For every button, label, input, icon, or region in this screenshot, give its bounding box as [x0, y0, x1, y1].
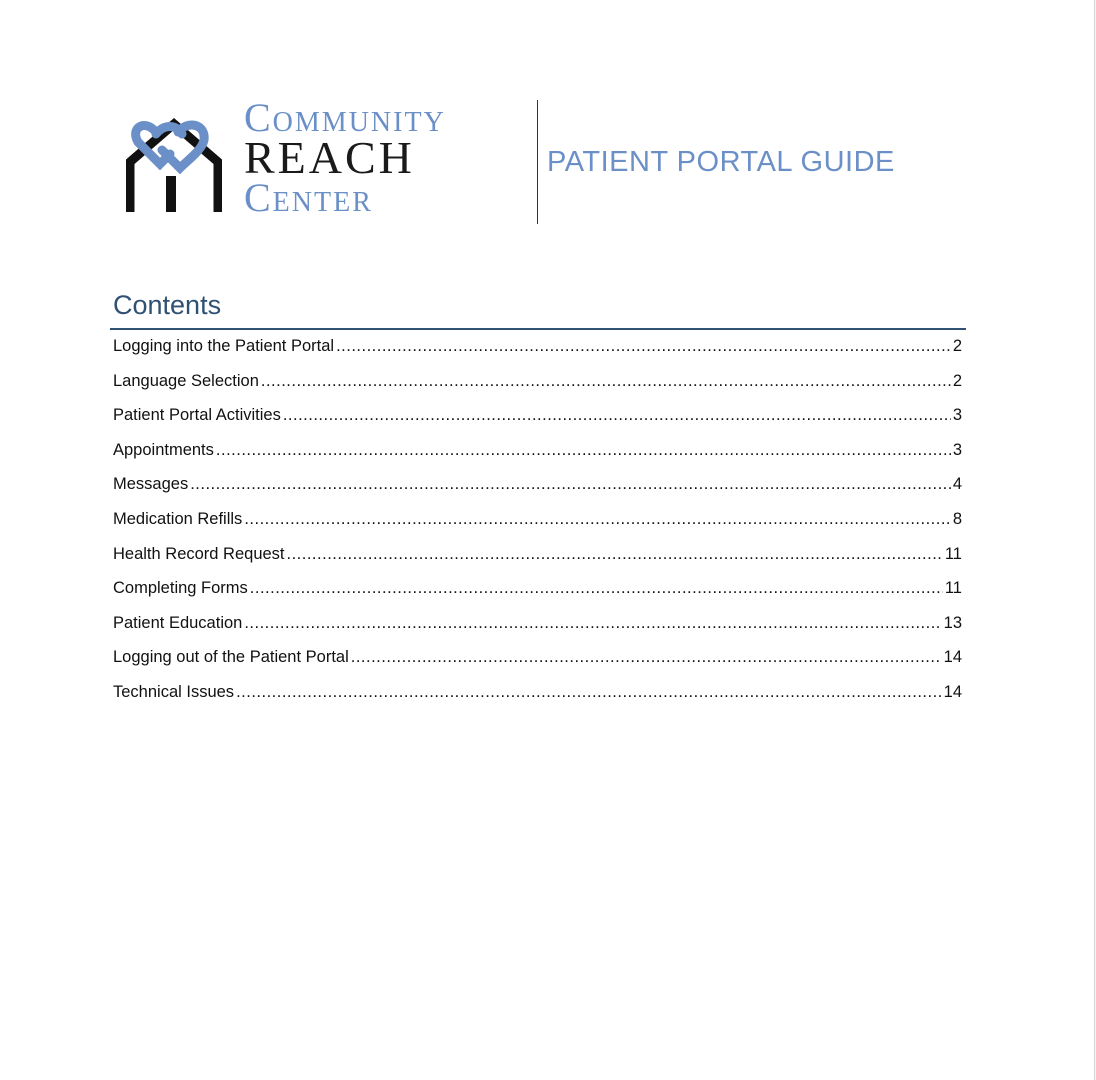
toc-entry-portal-activities[interactable] — [113, 406, 962, 441]
toc-leader-dots — [351, 648, 942, 667]
toc-entry-page: 14 — [943, 682, 962, 701]
toc-entry-completing-forms[interactable] — [113, 579, 962, 614]
toc-entry-page: 3 — [952, 406, 962, 425]
document-header — [126, 95, 926, 228]
logo-line-community: Community — [244, 95, 446, 140]
toc-entry-health-record-request[interactable] — [113, 545, 962, 580]
toc-entry-page: 14 — [943, 648, 962, 667]
toc-heading-rule — [110, 328, 966, 330]
toc-entry-page: 13 — [943, 613, 962, 632]
toc-entry-title: Language Selection — [113, 371, 259, 390]
toc-entry-page: 2 — [952, 337, 962, 355]
toc-entry-language-selection[interactable] — [113, 372, 962, 407]
toc-entry-appointments[interactable] — [113, 441, 962, 476]
toc-entry-title: Appointments — [113, 440, 214, 459]
toc-entry-title: Logging into the Patient Portal — [113, 337, 335, 355]
toc-entry-page: 4 — [952, 475, 962, 494]
toc-leader-dots — [250, 579, 943, 598]
toc-entry-page: 11 — [944, 544, 962, 563]
toc-leader-dots — [336, 337, 951, 356]
heart-house-logo-icon — [126, 112, 222, 216]
toc-entry-medication-refills[interactable] — [113, 510, 962, 545]
toc-entry-logging-out[interactable] — [113, 648, 962, 683]
logo-line-reach: REACH — [244, 132, 415, 183]
toc-leader-dots — [216, 441, 951, 460]
toc-entry-technical-issues[interactable] — [113, 683, 962, 718]
toc-leader-dots — [287, 545, 943, 564]
logo-wordmark — [244, 95, 446, 220]
header-divider — [537, 100, 538, 224]
toc-entry-title: Completing Forms — [113, 579, 248, 598]
toc-leader-dots — [261, 372, 951, 391]
toc-entry-title: Medication Refills — [113, 509, 243, 528]
toc-entry-title: Patient Portal Activities — [113, 406, 281, 425]
toc-entry-title: Logging out of the Patient Portal — [113, 648, 349, 667]
toc-leader-dots — [190, 475, 951, 494]
toc-heading: Contents — [113, 290, 222, 320]
toc-leader-dots — [283, 406, 951, 425]
toc-entry-page: 2 — [952, 371, 962, 390]
toc-leader-dots — [244, 510, 951, 529]
toc-entry-logging-in[interactable] — [113, 337, 962, 372]
toc-entry-title: Messages — [113, 475, 189, 494]
toc-entry-messages[interactable] — [113, 475, 962, 510]
toc-entry-title: Patient Education — [113, 613, 243, 632]
toc-entry-patient-education[interactable] — [113, 614, 962, 649]
toc-entry-title: Health Record Request — [113, 544, 285, 563]
toc-leader-dots — [236, 683, 942, 702]
toc-leader-dots — [244, 614, 941, 633]
toc-entry-page: 3 — [952, 440, 962, 459]
toc-entry-title: Technical Issues — [113, 682, 235, 701]
table-of-contents — [113, 337, 962, 718]
logo-line-center: Center — [244, 175, 373, 220]
toc-entry-page: 8 — [952, 509, 962, 528]
toc-entry-page: 11 — [944, 579, 962, 598]
document-title: PATIENT PORTAL GUIDE — [547, 146, 895, 178]
